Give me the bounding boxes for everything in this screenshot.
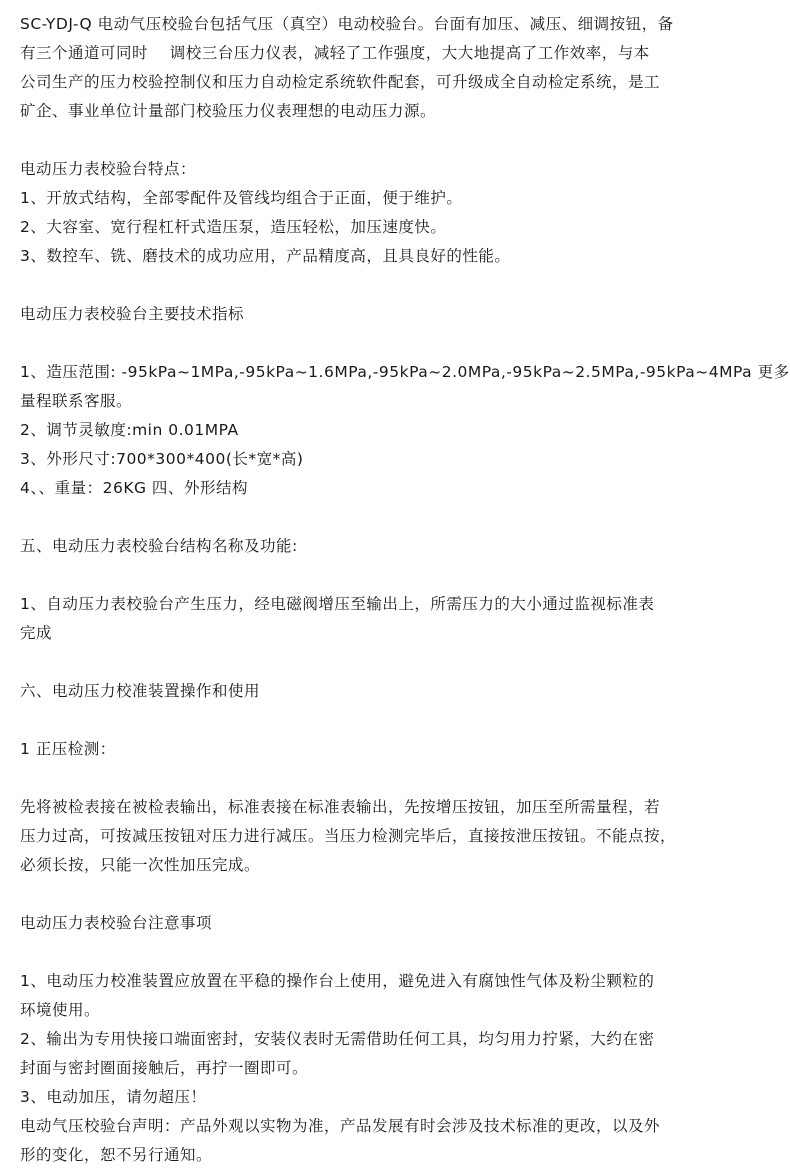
- text-line: 矿企、事业单位计量部门校验压力仪表理想的电动压力源。: [20, 102, 437, 120]
- text-line: 公司生产的压力校验控制仪和压力自动检定系统软件配套，可升级成全自动检定系统，是工: [20, 73, 661, 91]
- list-item: 1、造压范围: -95kPa~1MPa,-95kPa~1.6MPa,-95kPa~2.0MPa,-95kPa~2.5MPa,-95kPa~4MPa 更多: [20, 363, 790, 381]
- text-line: 电动气压校验台声明：产品外观以实物为准，产品发展有时会涉及技术标准的更改，以及外: [20, 1117, 661, 1135]
- list-item: 1、开放式结构，全部零配件及管线均组合于正面，便于维护。: [20, 189, 463, 207]
- spacer: [20, 648, 776, 677]
- spacer: [20, 329, 776, 358]
- section-title: 六、电动压力校准装置操作和使用: [20, 682, 261, 700]
- text-line: 压力过高，可按减压按钮对压力进行减压。当压力检测完毕后，直接按泄压按钮。不能点按，: [20, 827, 677, 845]
- spacer: [20, 271, 776, 300]
- notes-section: [20, 909, 776, 1112]
- list-item: 3、电动加压，请勿超压！: [20, 1088, 207, 1106]
- text-line: 必须长按，只能一次性加压完成。: [20, 856, 261, 874]
- list-item: 3、外形尺寸:700*300*400(长*宽*高): [20, 450, 304, 468]
- spacer: [20, 126, 776, 155]
- operation-section: [20, 677, 776, 880]
- list-item: 1、电动压力校准装置应放置在平稳的操作台上使用，避免进入有腐蚀性气体及粉尘颗粒的: [20, 972, 655, 990]
- spacer: [20, 938, 776, 967]
- features-section: [20, 155, 776, 271]
- list-item: 2、输出为专用快接口端面密封，安装仪表时无需借助任何工具，均匀用力拧紧，大约在密: [20, 1030, 655, 1048]
- spacer: [20, 764, 776, 793]
- intro-paragraph: [20, 10, 776, 126]
- subsection-title: 1 正压检测：: [20, 740, 116, 758]
- list-item: 环境使用。: [20, 1001, 101, 1019]
- text-line: 形的变化，恕不另行通知。: [20, 1146, 213, 1164]
- section-title: 电动压力表校验台注意事项: [20, 914, 213, 932]
- text-line: SC-YDJ-Q 电动气压校验台包括气压（真空）电动校验台。台面有加压、减压、细调按钮，备: [20, 15, 674, 33]
- list-item: 完成: [20, 624, 53, 642]
- spacer: [20, 561, 776, 590]
- text-line: 先将被检表接在被检表输出，标准表接在标准表输出，先按增压按钮，加压至所需量程，若: [20, 798, 661, 816]
- spacer: [20, 503, 776, 532]
- list-item: 2、调节灵敏度:min 0.01MPA: [20, 421, 239, 439]
- list-item: 1、自动压力表校验台产生压力，经电磁阀增压至输出上，所需压力的大小通过监视标准表: [20, 595, 655, 613]
- list-item: 4、、重量：26KG 四、外形结构: [20, 479, 248, 497]
- section-title: 电动压力表校验台主要技术指标: [20, 305, 245, 323]
- specs-section: [20, 300, 790, 503]
- list-item: 3、数控车、铣、磨技术的成功应用，产品精度高，且具良好的性能。: [20, 247, 511, 265]
- list-item: 封面与密封圈面接触后，再拧一圈即可。: [20, 1059, 309, 1077]
- statement-section: [20, 1112, 776, 1170]
- list-item: 量程联系客服。: [20, 392, 133, 410]
- list-item: 2、大容室、宽行程杠杆式造压泵，造压轻松，加压速度快。: [20, 218, 447, 236]
- section-title: 电动压力表校验台特点：: [20, 160, 197, 178]
- structure-section: [20, 532, 776, 648]
- text-line: 有三个通道可同时 调校三台压力仪表，减轻了工作强度，大大地提高了工作效率，与本: [20, 44, 650, 62]
- section-title: 五、电动压力表校验台结构名称及功能:: [20, 537, 298, 555]
- spacer: [20, 706, 776, 735]
- spacer: [20, 880, 776, 909]
